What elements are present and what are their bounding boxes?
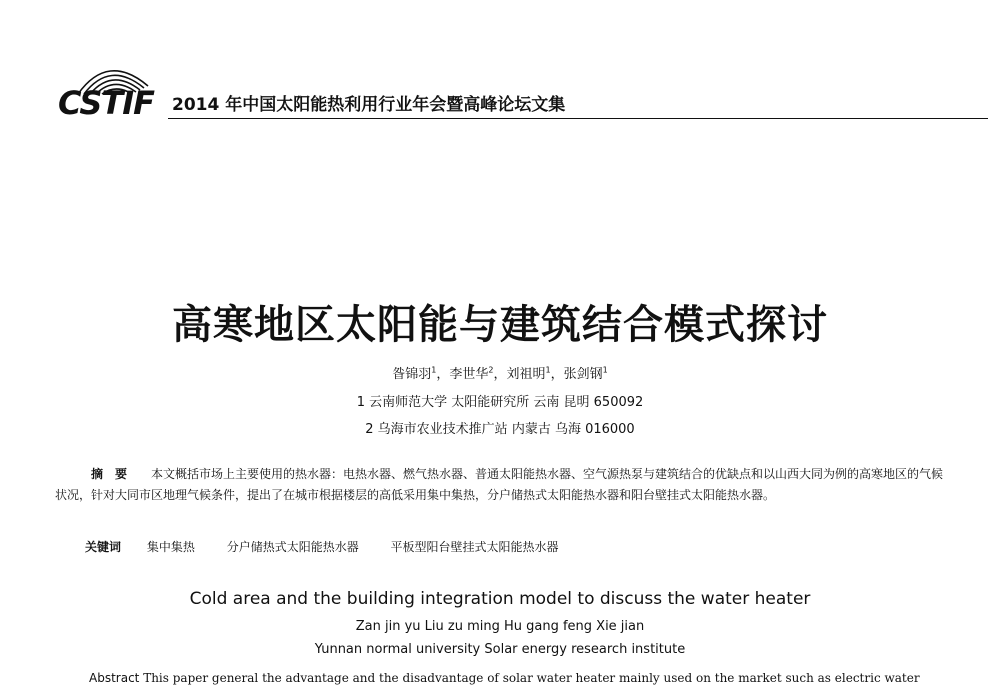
keywords-label-cn: 关键词 [85, 540, 122, 554]
author-affil-mark: 2 [488, 365, 494, 375]
author-separator: ， [436, 367, 450, 382]
proceedings-title: 2014 年中国太阳能热利用行业年会暨高峰论坛文集 [172, 95, 566, 115]
authors-cn [0, 363, 1000, 382]
authors-en: Zan jin yu Liu zu ming Hu gang feng Xie jian [355, 619, 645, 634]
affiliation-2-cn: 2 乌海市农业技术推广站 内蒙古 乌海 016000 [365, 422, 635, 437]
keyword: 分户储热式太阳能热水器 [226, 540, 359, 554]
author-name: 刘祖明 [506, 367, 546, 382]
abstract-en [55, 666, 950, 690]
logo-text: CSTIF [58, 84, 154, 122]
keyword: 集中集热 [146, 540, 195, 554]
author-affil-mark: 1 [431, 365, 437, 375]
author-separator: ， [550, 367, 564, 382]
paper-title-cn: 高寒地区太阳能与建筑结合模式探讨 [172, 301, 828, 348]
author-name: 昝锦羽 [392, 367, 432, 382]
keyword: 平板型阳台壁挂式太阳能热水器 [390, 540, 559, 554]
abstract-label-en: Abstract [89, 671, 140, 685]
affiliation-1-cn: 1 云南师范大学 太阳能研究所 云南 昆明 650092 [356, 395, 644, 410]
keywords-cn [85, 538, 945, 555]
abstract-body-en: This paper general the advantage and the disadvantage of solar water heater mainly used on the market such as electric water [143, 671, 920, 685]
page-header [0, 0, 1000, 140]
abstract-label-cn: 摘 要 [91, 467, 128, 481]
abstract-spacer [127, 467, 151, 481]
cstif-logo [58, 56, 168, 126]
author-name: 李世华 [449, 367, 489, 382]
author-name: 张剑钢 [563, 367, 603, 382]
paper-title-en: Cold area and the building integration model to discuss the water heater [189, 589, 811, 609]
header-divider [168, 118, 988, 119]
author-affil-mark: 1 [545, 365, 551, 375]
author-separator: ， [493, 367, 507, 382]
affiliation-en: Yunnan normal university Solar energy research institute [314, 642, 686, 657]
abstract-cn [55, 464, 950, 506]
abstract-body-cn: 本文概括市场上主要使用的热水器：电热水器、燃气热水器、普通太阳能热水器、空气源热泵与建筑结合的优缺点和以山西大同为例的高寒地区的气候状况，针对大同市区地理气候条件，提出了在城市根据楼层的高低采用集中集热，分户储热式太阳能热水器和阳台壁挂式太阳能热水器。 [55, 467, 944, 502]
author-affil-mark: 1 [602, 365, 608, 375]
